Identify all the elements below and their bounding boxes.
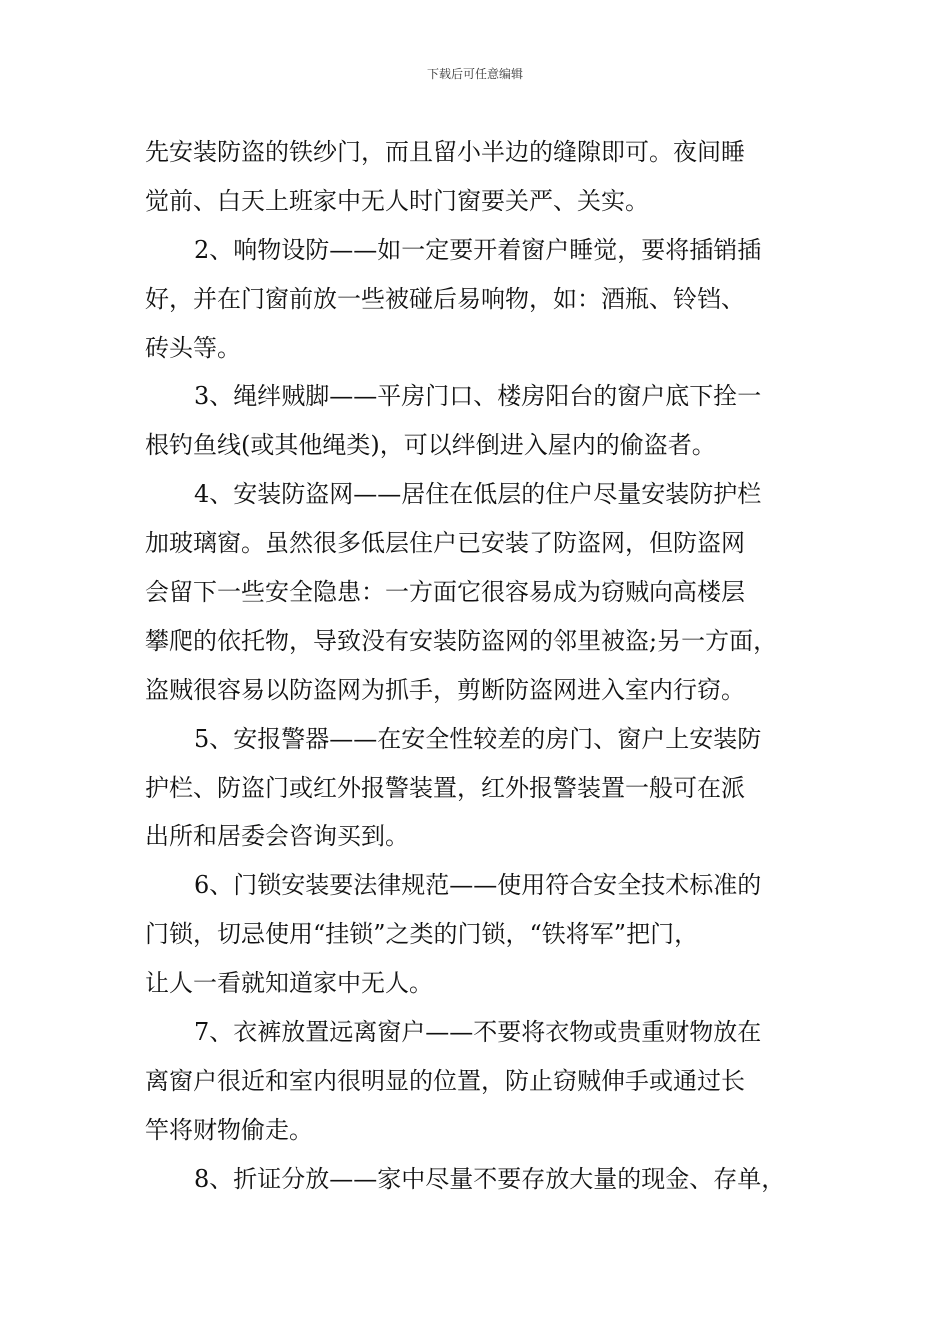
text-line: 根钓鱼线(或其他绳类)，可以绊倒进入屋内的偷盗者。	[145, 431, 716, 460]
text-line: 会留下一些安全隐患：一方面它很容易成为窃贼向高楼层	[145, 578, 745, 607]
document-body	[145, 128, 813, 1204]
text-line: 离窗户很近和室内很明显的位置，防止窃贼伸手或通过长	[145, 1066, 745, 1095]
text-line: 盗贼很容易以防盗网为抓手，剪断防盗网进入室内行窃。	[145, 675, 745, 704]
text-line: 竿将财物偷走。	[145, 1115, 313, 1144]
text-line: 3、绳绊贼脚——平房门口、楼房阳台的窗户底下拴一	[194, 382, 762, 411]
page-header: 下载后可任意编辑	[426, 67, 523, 81]
text-line: 让人一看就知道家中无人。	[145, 969, 433, 998]
text-line: 4、安装防盗网——居住在低层的住户尽量安装防护栏	[194, 480, 762, 509]
text-line: 砖头等。	[145, 333, 241, 362]
text-line: 7、衣裤放置远离窗户——不要将衣物或贵重财物放在	[194, 1018, 762, 1047]
text-line: 门锁，切忌使用“挂锁”之类的门锁，“铁将军”把门，	[145, 920, 699, 949]
text-line: 先安装防盗的铁纱门，而且留小半边的缝隙即可。夜间睡	[145, 138, 745, 166]
text-line: 觉前、白天上班家中无人时门窗要关严、关实。	[145, 186, 649, 215]
text-line: 8、折证分放——家中尽量不要存放大量的现金、存单，	[194, 1164, 786, 1193]
text-line: 2、响物设防——如一定要开着窗户睡觉，要将插销插	[194, 235, 762, 264]
text-line: 攀爬的依托物，导致没有安装防盗网的邻里被盗;另一方面，	[145, 626, 778, 655]
text-line: 出所和居委会咨询买到。	[145, 822, 409, 851]
text-line: 好，并在门窗前放一些被碰后易响物，如：酒瓶、铃铛、	[145, 284, 745, 313]
text-line: 加玻璃窗。虽然很多低层住户已安装了防盗网，但防盗网	[145, 529, 745, 558]
text-line: 6、门锁安装要法律规范——使用符合安全技术标准的	[194, 871, 762, 900]
text-line: 5、安报警器——在安全性较差的房门、窗户上安装防	[194, 724, 762, 753]
text-line: 护栏、防盗门或红外报警装置，红外报警装置一般可在派	[145, 773, 745, 802]
